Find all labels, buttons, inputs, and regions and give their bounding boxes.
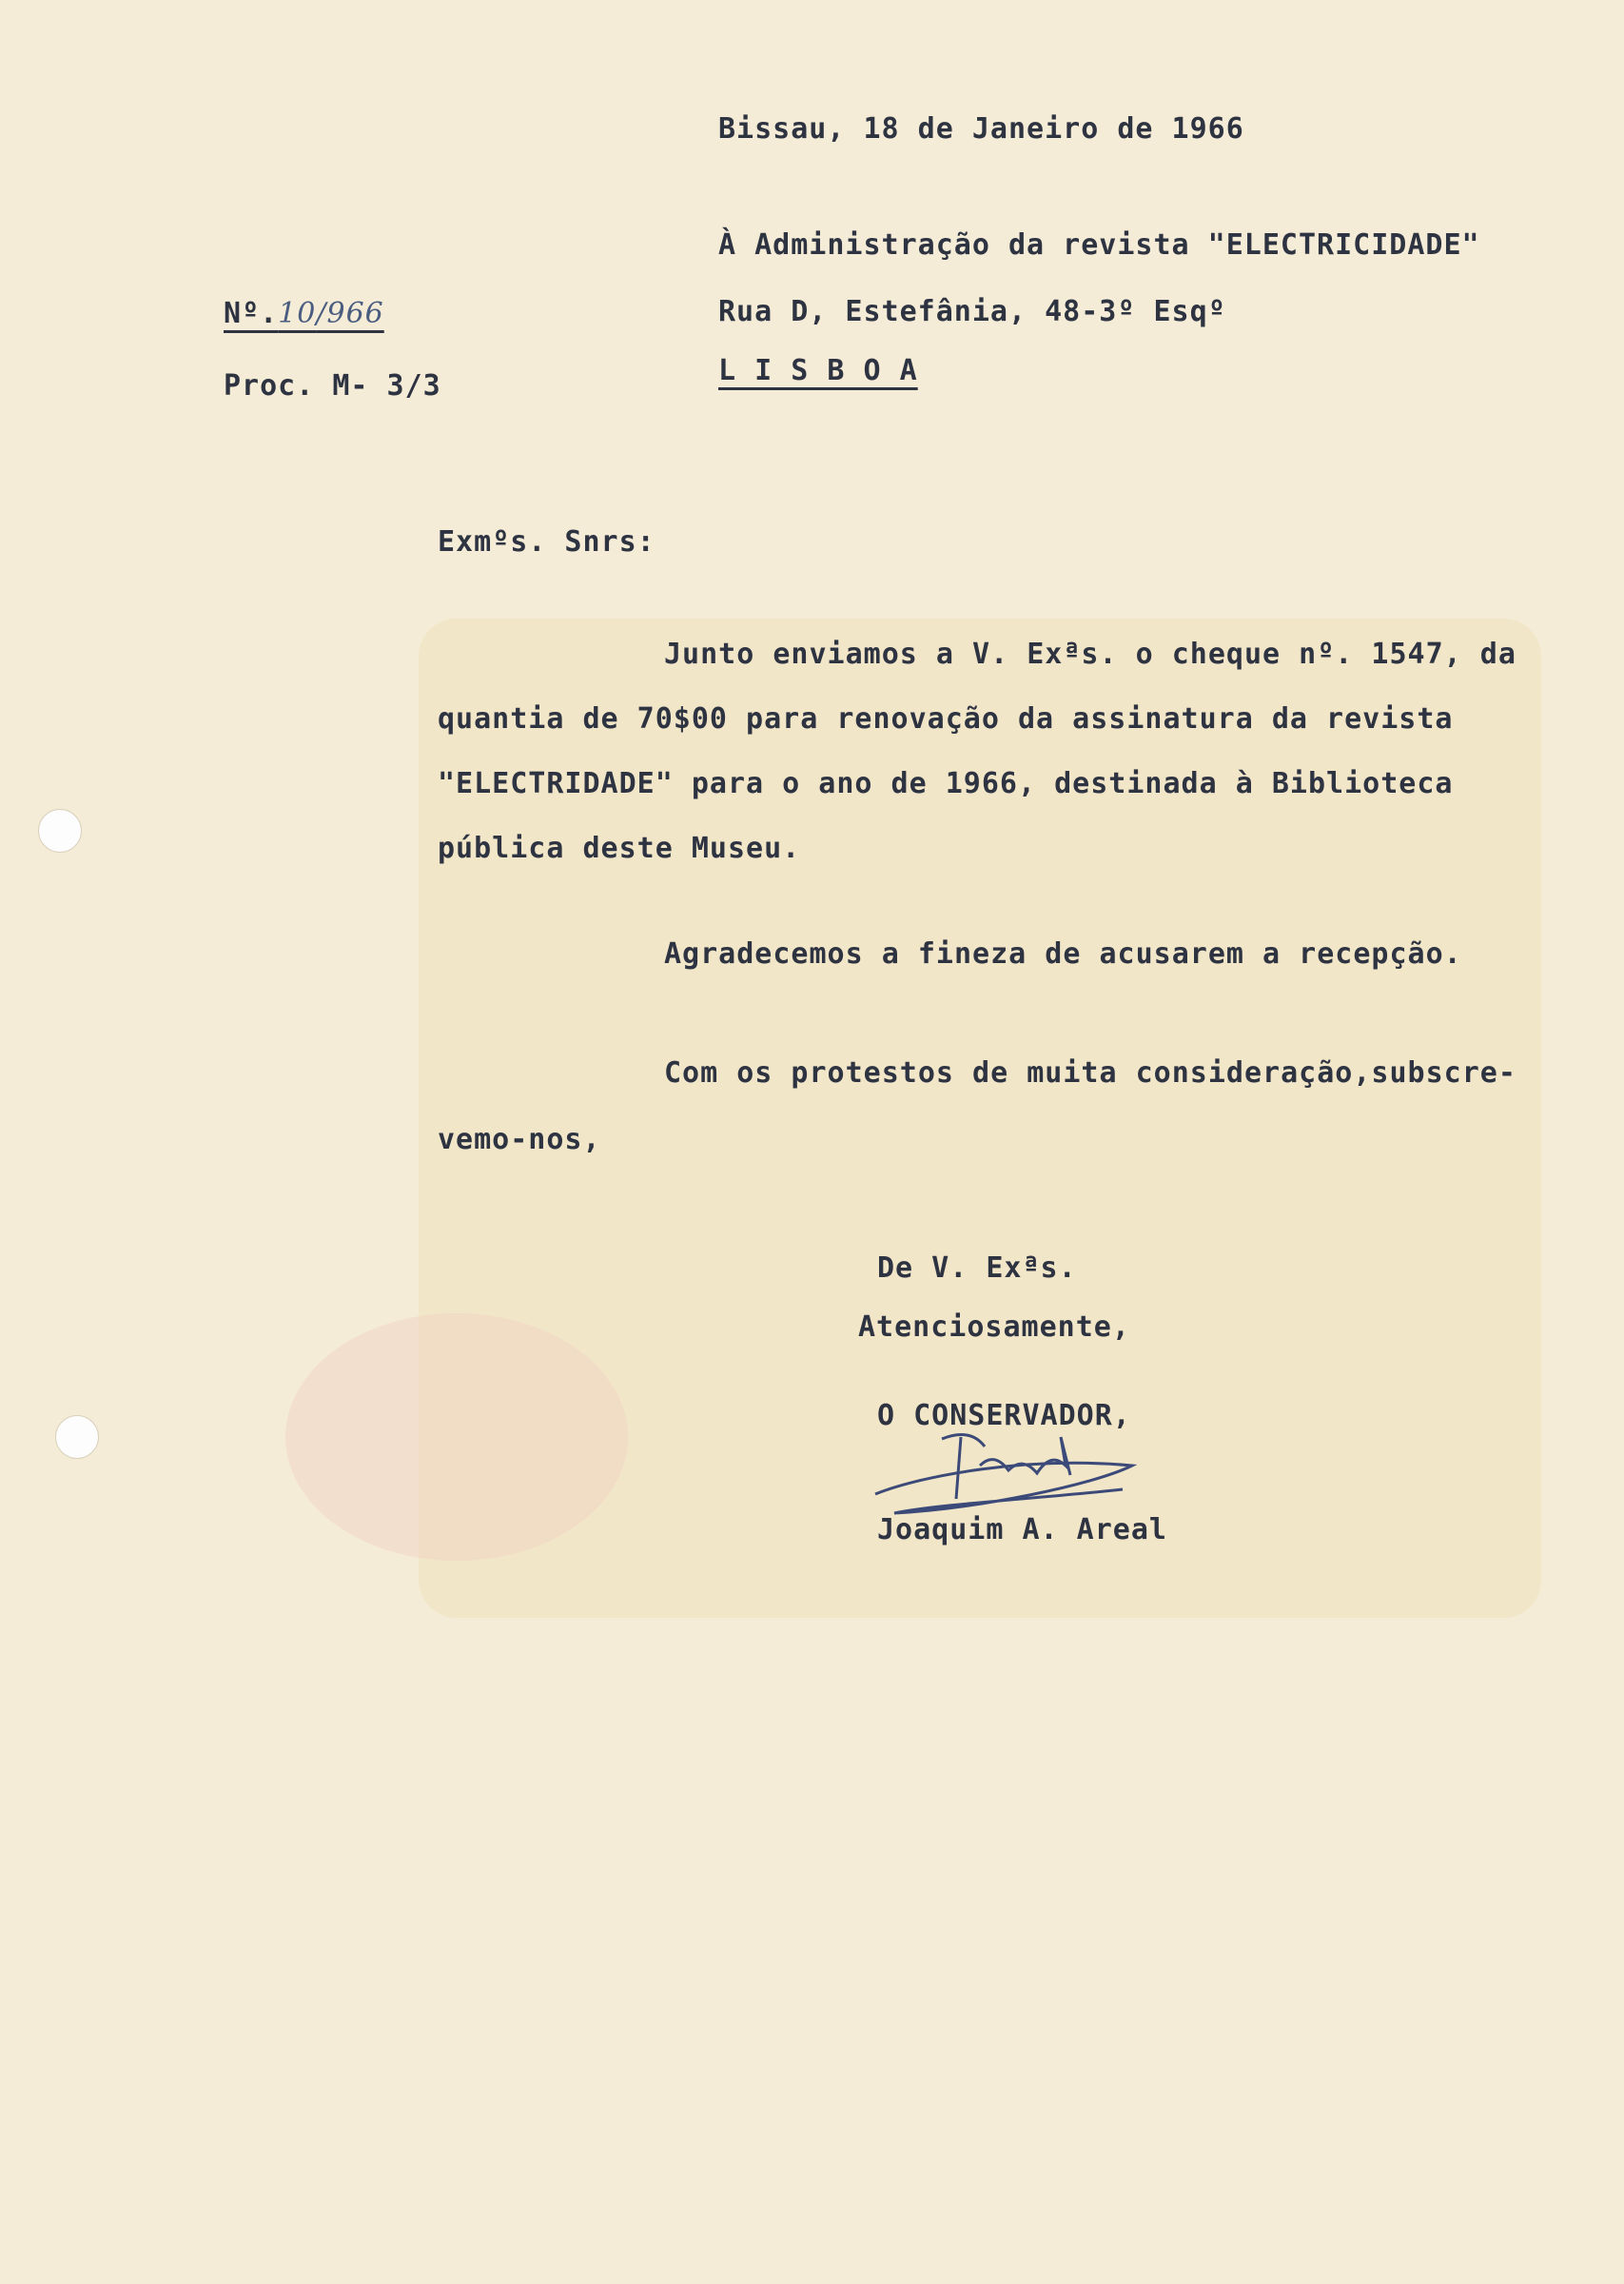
- addressee-line-1: À Administração da revista "ELECTRICIDADE": [718, 228, 1480, 262]
- process-reference: Proc. M- 3/3: [224, 369, 441, 403]
- body-line-2: quantia de 70$00 para renovação da assinatura da revista: [438, 702, 1454, 736]
- paragraph-thanks: Agradecemos a fineza de acusarem a recepção.: [664, 937, 1462, 971]
- paragraph-closing-line-1: Com os protestos de muita consideração,subscre-: [664, 1056, 1516, 1090]
- closing-line-2: Atenciosamente,: [858, 1310, 1130, 1344]
- body-line-1: Junto enviamos a V. Exªs. o cheque nº. 1547, da: [664, 638, 1516, 671]
- punch-hole-lower: [55, 1415, 99, 1459]
- addressee-city: L I S B O A: [718, 354, 918, 387]
- paragraph-closing-line-2: vemo-nos,: [438, 1123, 601, 1156]
- addressee-line-2: Rua D, Estefânia, 48-3º Esqº: [718, 295, 1226, 328]
- body-line-3: "ELECTRIDADE" para o ano de 1966, destinada à Biblioteca: [438, 767, 1454, 800]
- signatory-name: Joaquim A. Areal: [877, 1513, 1167, 1546]
- reference-prefix: Nº.: [224, 297, 279, 330]
- date-line: Bissau, 18 de Janeiro de 1966: [718, 112, 1244, 146]
- reference-number: [224, 297, 384, 330]
- reference-handwritten-number: 10: [278, 297, 317, 330]
- reference-suffix: /966: [316, 297, 384, 330]
- signatory-title: O CONSERVADOR,: [877, 1399, 1131, 1432]
- body-line-4: pública deste Museu.: [438, 832, 801, 865]
- salutation: Exmºs. Snrs:: [438, 525, 655, 559]
- closing-line-1: De V. Exªs.: [877, 1251, 1077, 1285]
- pink-stain: [285, 1313, 628, 1561]
- punch-hole-upper: [38, 809, 82, 853]
- handwritten-signature: [866, 1418, 1151, 1523]
